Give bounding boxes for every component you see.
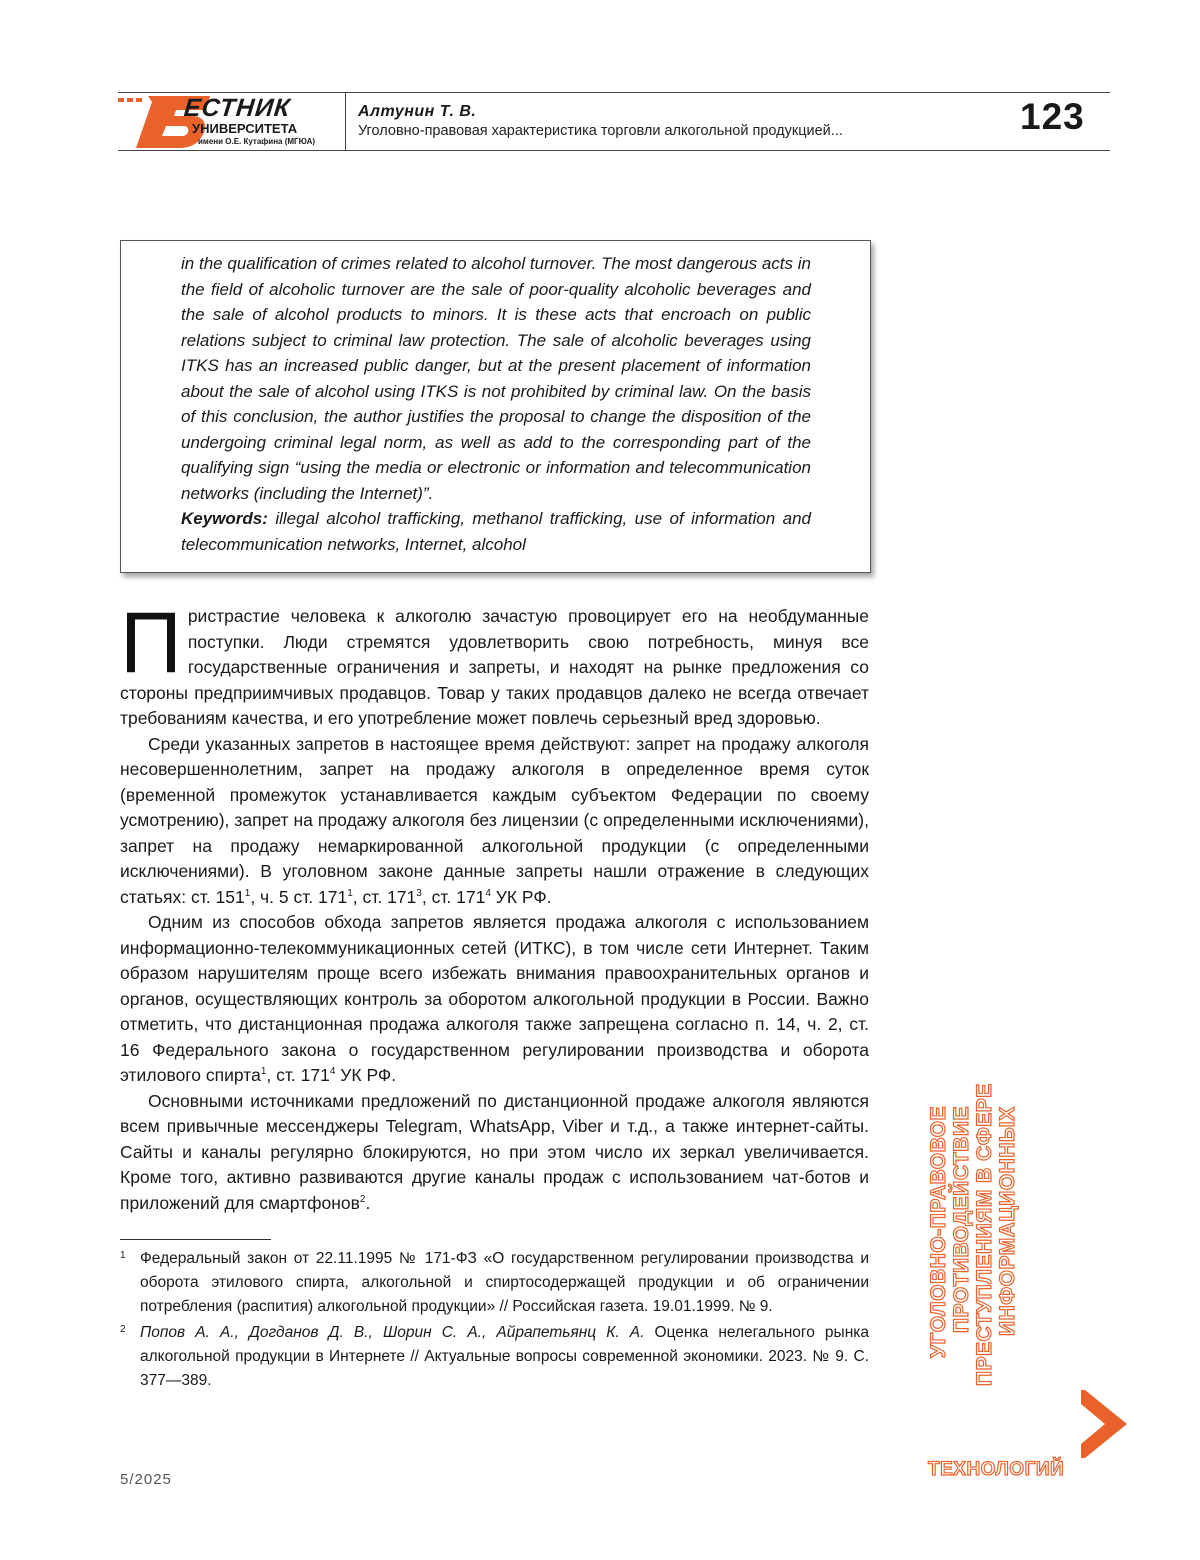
footnote-ref: 1 [260,1066,267,1078]
drop-cap: П [120,595,182,691]
footnote-ref: 1 [347,887,353,899]
rubric-line: ИНФОРМАЦИОННЫХ [996,1106,1019,1336]
footnote-rule [120,1239,271,1240]
section-rubric [927,1083,1019,1386]
header-divider [345,92,346,150]
logo-university-text: УНИВЕРСИТЕТА [192,121,298,136]
footnote-ref: 3 [416,887,422,899]
body-paragraph-4 [120,1089,869,1217]
abstract-paragraph: in the qualification of crimes related to alcohol turnover. The most dangerous acts in the field of alcoholic turnover are the sale of poor-quality alcoholic beverages and the sale of alcohol products to minors. It is these acts that encroach on public relations subject to criminal law protection. The sale of alcoholic beverages using ITKS has an increased public danger, but at the present placement of information about the sale of alcohol using ITKS is not prohibited by criminal law. On the basis of this conclusion, the author justifies the proposal to change the disposition of the undergoing criminal legal norm, as well as add to the corresponding part of the qualifying sign “using the media or electronic or information and telecommunication networks (including the Internet)”. [181,254,811,503]
footnote-1 [120,1247,869,1319]
page-number: 123 [1020,96,1085,137]
header-author: Алтунин Т. В. [358,103,477,120]
footnote-2 [120,1321,869,1393]
footnote-text: Оценка нелегального рынка алкогольной продукции в Интернете // Актуальные вопросы современной экономики. 2023. № 9. С. 377—389. [140,1324,869,1389]
issue-number: 5/2025 [120,1471,172,1488]
body-paragraph-3 [120,910,869,1089]
p2-text-b: , ч. 5 ст. 171 [250,886,348,907]
p2-text-c: , ст. 171 [352,886,417,907]
rubric-line-technologies: ТЕХНОЛОГИЙ [928,1459,1065,1480]
rubric-line: ПРЕСТУПЛЕНИЯМ В СФЕРЕ [973,1083,996,1386]
rubric-line: ПРОТИВОДЕЙСТВИЕ [950,1106,973,1334]
rubric-line: УГОЛОВНО-ПРАВОВОЕ [927,1106,950,1359]
keywords-list: illegal alcohol trafficking, methanol trafficking, use of information and telecommunication networks, Internet, alcohol [181,509,811,554]
p3-text-b: , ст. 171 [266,1065,330,1085]
header-top-rule [118,92,1110,93]
keywords-label: Keywords: [181,509,268,528]
footnote-number: 1 [120,1250,126,1261]
footnote-ref: 2 [359,1193,366,1205]
p2-text-d: , ст. 171 [421,886,486,907]
footnote-ref: 4 [485,887,491,899]
body-paragraph-1 [120,595,869,732]
footnote-text: Федеральный закон от 22.11.1995 № 171-ФЗ «О государственном регулировании производства и оборота этилового спирта, алкогольной и спиртосодержащей продукции и об ограничении потребления (распития) алкогольной продукции» // Российская газета. 19.01.1999. № 9. [140,1250,869,1315]
body-paragraph-2 [120,732,869,911]
journal-logo [118,94,323,150]
footnote-authors: Попов А. А., Догданов Д. В., Шорин С. А., Айрапетьянц К. А. [140,1324,645,1341]
logo-named-after-text: имени О.Е. Кутафина (МГЮА) [198,137,316,146]
logo-vestnik-text: ЕСТНИК [182,94,292,122]
article-body [120,595,869,1216]
abstract-box [120,240,871,573]
footnote-ref: 1 [244,887,251,899]
keywords-line [181,506,811,557]
abstract-text-block [181,251,811,557]
p3-text-c: УК РФ. [335,1065,397,1085]
p3-text-a: Одним из способов обхода запретов является продажа алкоголя с использованием информационно-телекоммуникационных сетей (ИТКС), в том числе сети Интернет. Таким образом нарушителям проще всего избежать внимания правоохранительных органов и органов, осуществляющих контроль за оборотом алкогольной продукции в России. Важно отметить, что дистанционная продажа алкоголя также запрещена согласно п. 14, ч. 2, ст. 16 Федерального закона о государственном регулировании производства и оборота этилового спирта [120,912,869,1085]
footnote-ref: 4 [329,1066,336,1078]
body-paragraph-1-text: ристрастие человека к алкоголю зачастую провоцирует его на необдуманные поступки. Люди стремятся удовлетворить свою потребность, минуя все государственные ограничения и запреты, и находят на рынке предложения со стороны предприимчивых продавцов. Товар у таких продавцов далеко не всегда отвечает требованиям качества, и его употребление может повлечь серьезный вред здоровью. [120,606,869,728]
rubric-arrow-icon [1075,1390,1129,1460]
p4-text-a: Основными источниками предложений по дистанционной продаже алкоголя являются всем привычные мессенджеры Telegram, WhatsApp, Viber и т.д., а также интернет-сайты. Сайты и каналы регулярно блокируются, но при этом число их зеркал увеличивается. Кроме того, активно развиваются другие каналы продаж с использованием чат-ботов и приложений для смартфонов [120,1090,869,1213]
header-bottom-rule [118,150,1110,151]
footnote-number: 2 [120,1324,126,1335]
p4-text-b: . [365,1192,371,1213]
footnotes [120,1247,869,1395]
p2-text-a: Среди указанных запретов в настоящее время действуют: запрет на продажу алкоголя несовершеннолетним, запрет на продажу алкоголя в определенное время суток (временной промежуток устанавливается каждым субъектом Федерации по своему усмотрению), запрет на продажу алкоголя без лицензии (с определенными исключениями), запрет на продажу немаркированной алкогольной продукции (с определенными исключениями). В уголовном законе данные запреты нашли отражение в следующих статьях: ст. 151 [120,733,869,907]
p2-text-e: УК РФ. [490,886,552,907]
header-article-title: Уголовно-правовая характеристика торговли алкогольной продукцией... [358,123,843,139]
